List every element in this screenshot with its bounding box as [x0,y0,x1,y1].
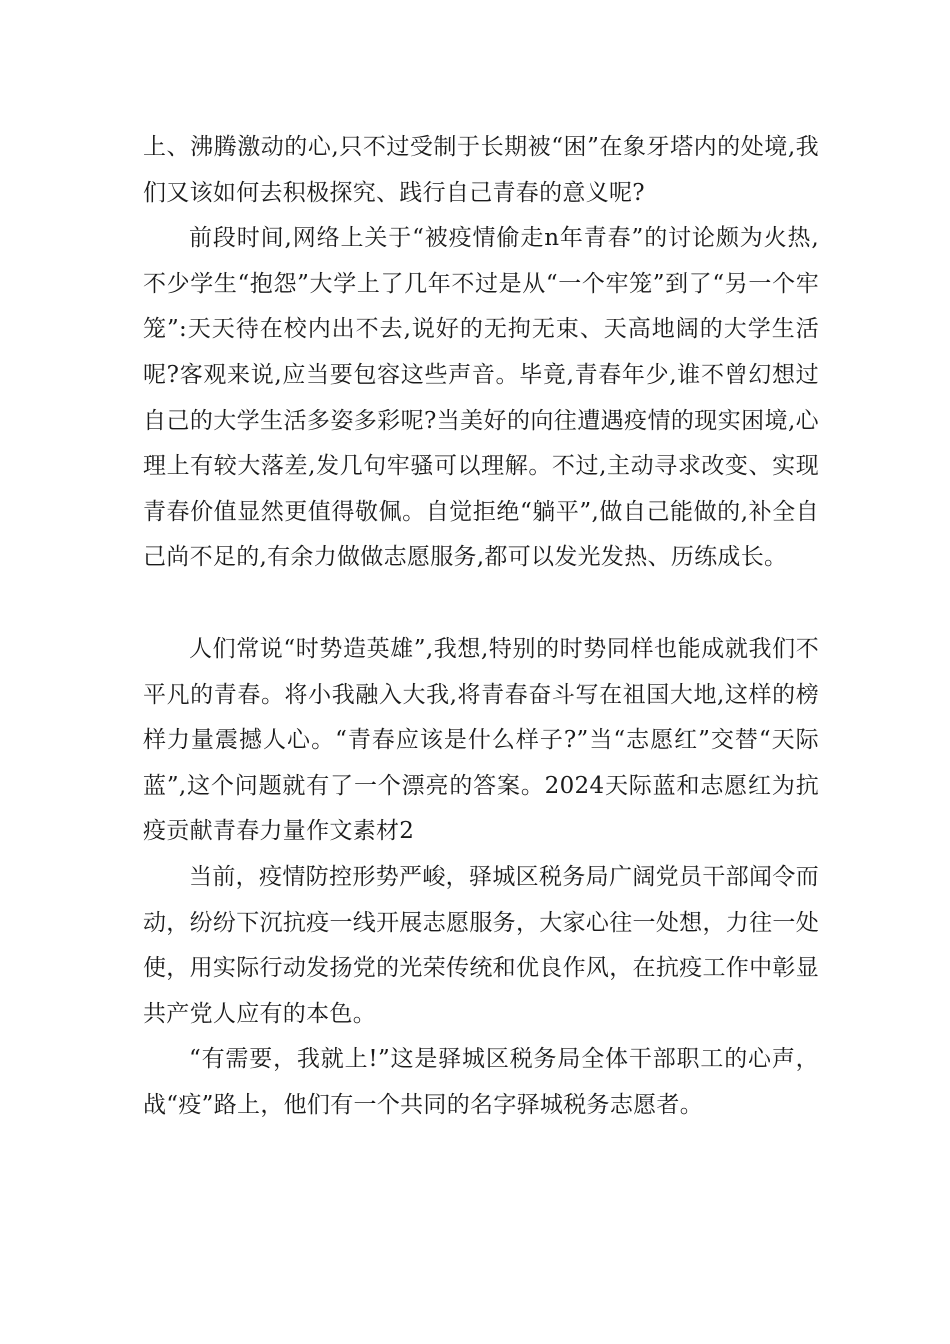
document-body [143,125,819,1128]
paragraph: “有需要，我就上!”这是驿城区税务局全体干部职工的心声，战“疫”路上，他们有一个共同的名字驿城税务志愿者。 [143,1046,819,1118]
paragraph: 前段时间,网络上关于“被疫情偷走n年青春”的讨论颇为火热,不少学生“抱怨”大学上了几年不过是从“一个牢笼”到了“另一个牢笼”:天天待在校内出不去,说好的无拘无束、天高地阔的大学生活呢?客观来说,应当要包容这些声音。毕竟,青春年少,谁不曾幻想过自己的大学生活多姿多彩呢?当美好的向往遭遇疫情的现实困境,心理上有较大落差,发几句牢骚可以理解。不过,主动寻求改变、实现青春价值显然更值得敬佩。自觉拒绝“躺平”,做自己能做的,补全自己尚不足的,有余力做做志愿服务,都可以发光发热、历练成长。 [143,225,819,571]
paragraph: 当前，疫情防控形势严峻，驿城区税务局广阔党员干部闻令而动，纷纷下沉抗疫一线开展志愿服务，大家心往一处想，力往一处使，用实际行动发扬党的光荣传统和优良作风，在抗疫工作中彰显共产党人应有的本色。 [143,863,819,1027]
paragraph-continued: 上、沸腾激动的心,只不过受制于长期被“困”在象牙塔内的处境,我们又该如何去积极探究、践行自己青春的意义呢? [143,134,819,206]
paragraph: 人们常说“时势造英雄”,我想,特别的时势同样也能成就我们不平凡的青春。将小我融入大我,将青春奋斗写在祖国大地,这样的榜样力量震撼人心。“青春应该是什么样子?”当“志愿红”交替“天际蓝”,这个问题就有了一个漂亮的答案。2024天际蓝和志愿红为抗疫贡献青春力量作文素材2 [143,635,819,845]
paragraph-gap [143,581,819,627]
